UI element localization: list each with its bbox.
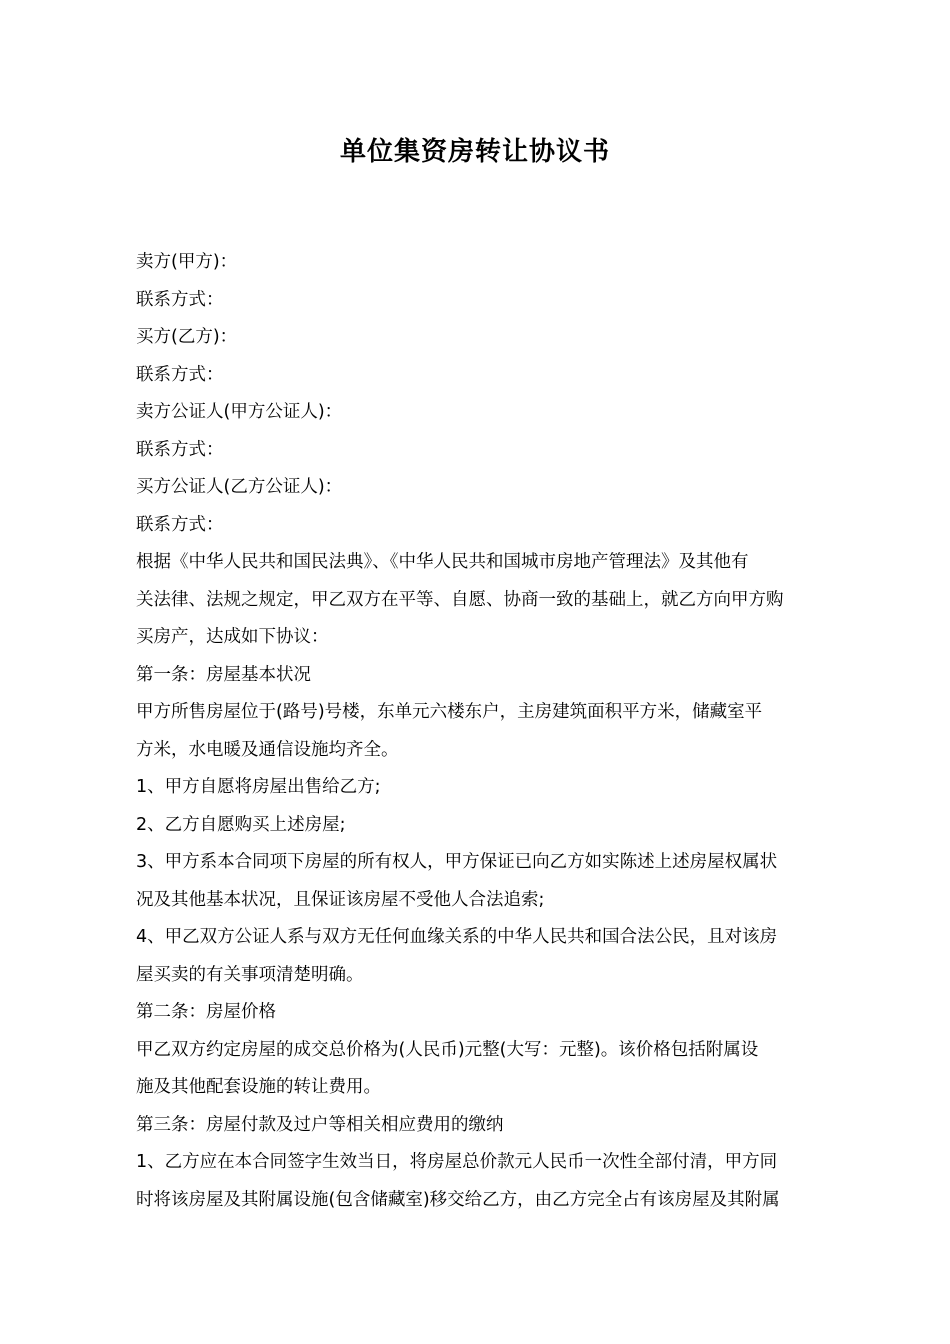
article-3-heading (116, 1107, 838, 1145)
text-line: 联系方式： (136, 364, 224, 385)
article-2-paragraph (116, 1032, 838, 1107)
article-1-item-3 (116, 844, 838, 919)
text-line: 第二条：房屋价格 (136, 1002, 276, 1022)
seller-contact-field (116, 282, 838, 320)
text-line: 况及其他基本状况，且保证该房屋不受他人合法追索; (136, 889, 545, 910)
text-line: 施及其他配套设施的转让费用。 (136, 1077, 381, 1097)
text-line: 买方公证人(乙方公证人)： (136, 477, 343, 497)
text-line: 第三条：房屋付款及过户等相关相应费用的缴纳 (136, 1114, 504, 1135)
article-1-heading (116, 657, 838, 695)
document-body (116, 244, 838, 1219)
text-line: 买房产，达成如下协议： (136, 627, 329, 647)
text-line: 卖方(甲方)： (136, 252, 238, 272)
text-line: 4、甲乙双方公证人系与双方无任何血缘关系的中华人民共和国合法公民，且对该房 (136, 927, 778, 947)
text-line: 卖方公证人(甲方公证人)： (136, 402, 343, 422)
text-line: 联系方式： (136, 289, 224, 310)
text-line: 2、乙方自愿购买上述房屋; (136, 814, 346, 835)
text-line: 3、甲方系本合同项下房屋的所有权人，甲方保证已向乙方如实陈述上述房屋权属状 (136, 852, 778, 872)
article-3-item-1 (116, 1144, 838, 1219)
text-line: 甲乙双方约定房屋的成交总价格为(人民币)元整(大写：元整)。该价格包括附属设 (136, 1039, 759, 1060)
article-1-item-1 (116, 769, 838, 807)
buyer-contact-field (116, 357, 838, 395)
buyer-notary-contact-field (116, 507, 838, 545)
text-line: 联系方式： (136, 439, 224, 460)
text-line: 第一条：房屋基本状况 (136, 664, 311, 685)
text-line: 根据《中华人民共和国民法典》、《中华人民共和国城市房地产管理法》及其他有 (136, 552, 749, 572)
preamble-paragraph (116, 544, 838, 657)
seller-notary-contact-field (116, 432, 838, 470)
text-line: 联系方式： (136, 514, 224, 535)
article-2-heading (116, 994, 838, 1032)
text-line: 关法律、法规之规定，甲乙双方在平等、自愿、协商一致的基础上，就乙方向甲方购 (136, 589, 784, 610)
article-1-item-4 (116, 919, 838, 994)
text-line: 1、甲方自愿将房屋出售给乙方; (136, 777, 381, 797)
article-1-paragraph (116, 694, 838, 769)
text-line: 时将该房屋及其附属设施(包含储藏室)移交给乙方，由乙方完全占有该房屋及其附属 (136, 1189, 780, 1210)
text-line: 1、乙方应在本合同签字生效当日，将房屋总价款元人民币一次性全部付清，甲方同 (136, 1152, 778, 1172)
buyer-field (116, 319, 838, 357)
text-line: 屋买卖的有关事项清楚明确。 (136, 964, 364, 985)
document-title: 单位集资房转让协议书 (339, 137, 610, 167)
buyer-notary-field (116, 469, 838, 507)
text-line: 甲方所售房屋位于(路号)号楼，东单元六楼东户，主房建筑面积平方米，储藏室平 (136, 702, 763, 722)
text-line: 买方(乙方)： (136, 327, 238, 347)
seller-field (116, 244, 838, 282)
article-1-item-2 (116, 807, 838, 845)
text-line: 方米，水电暖及通信设施均齐全。 (136, 739, 399, 760)
seller-notary-field (116, 394, 838, 432)
